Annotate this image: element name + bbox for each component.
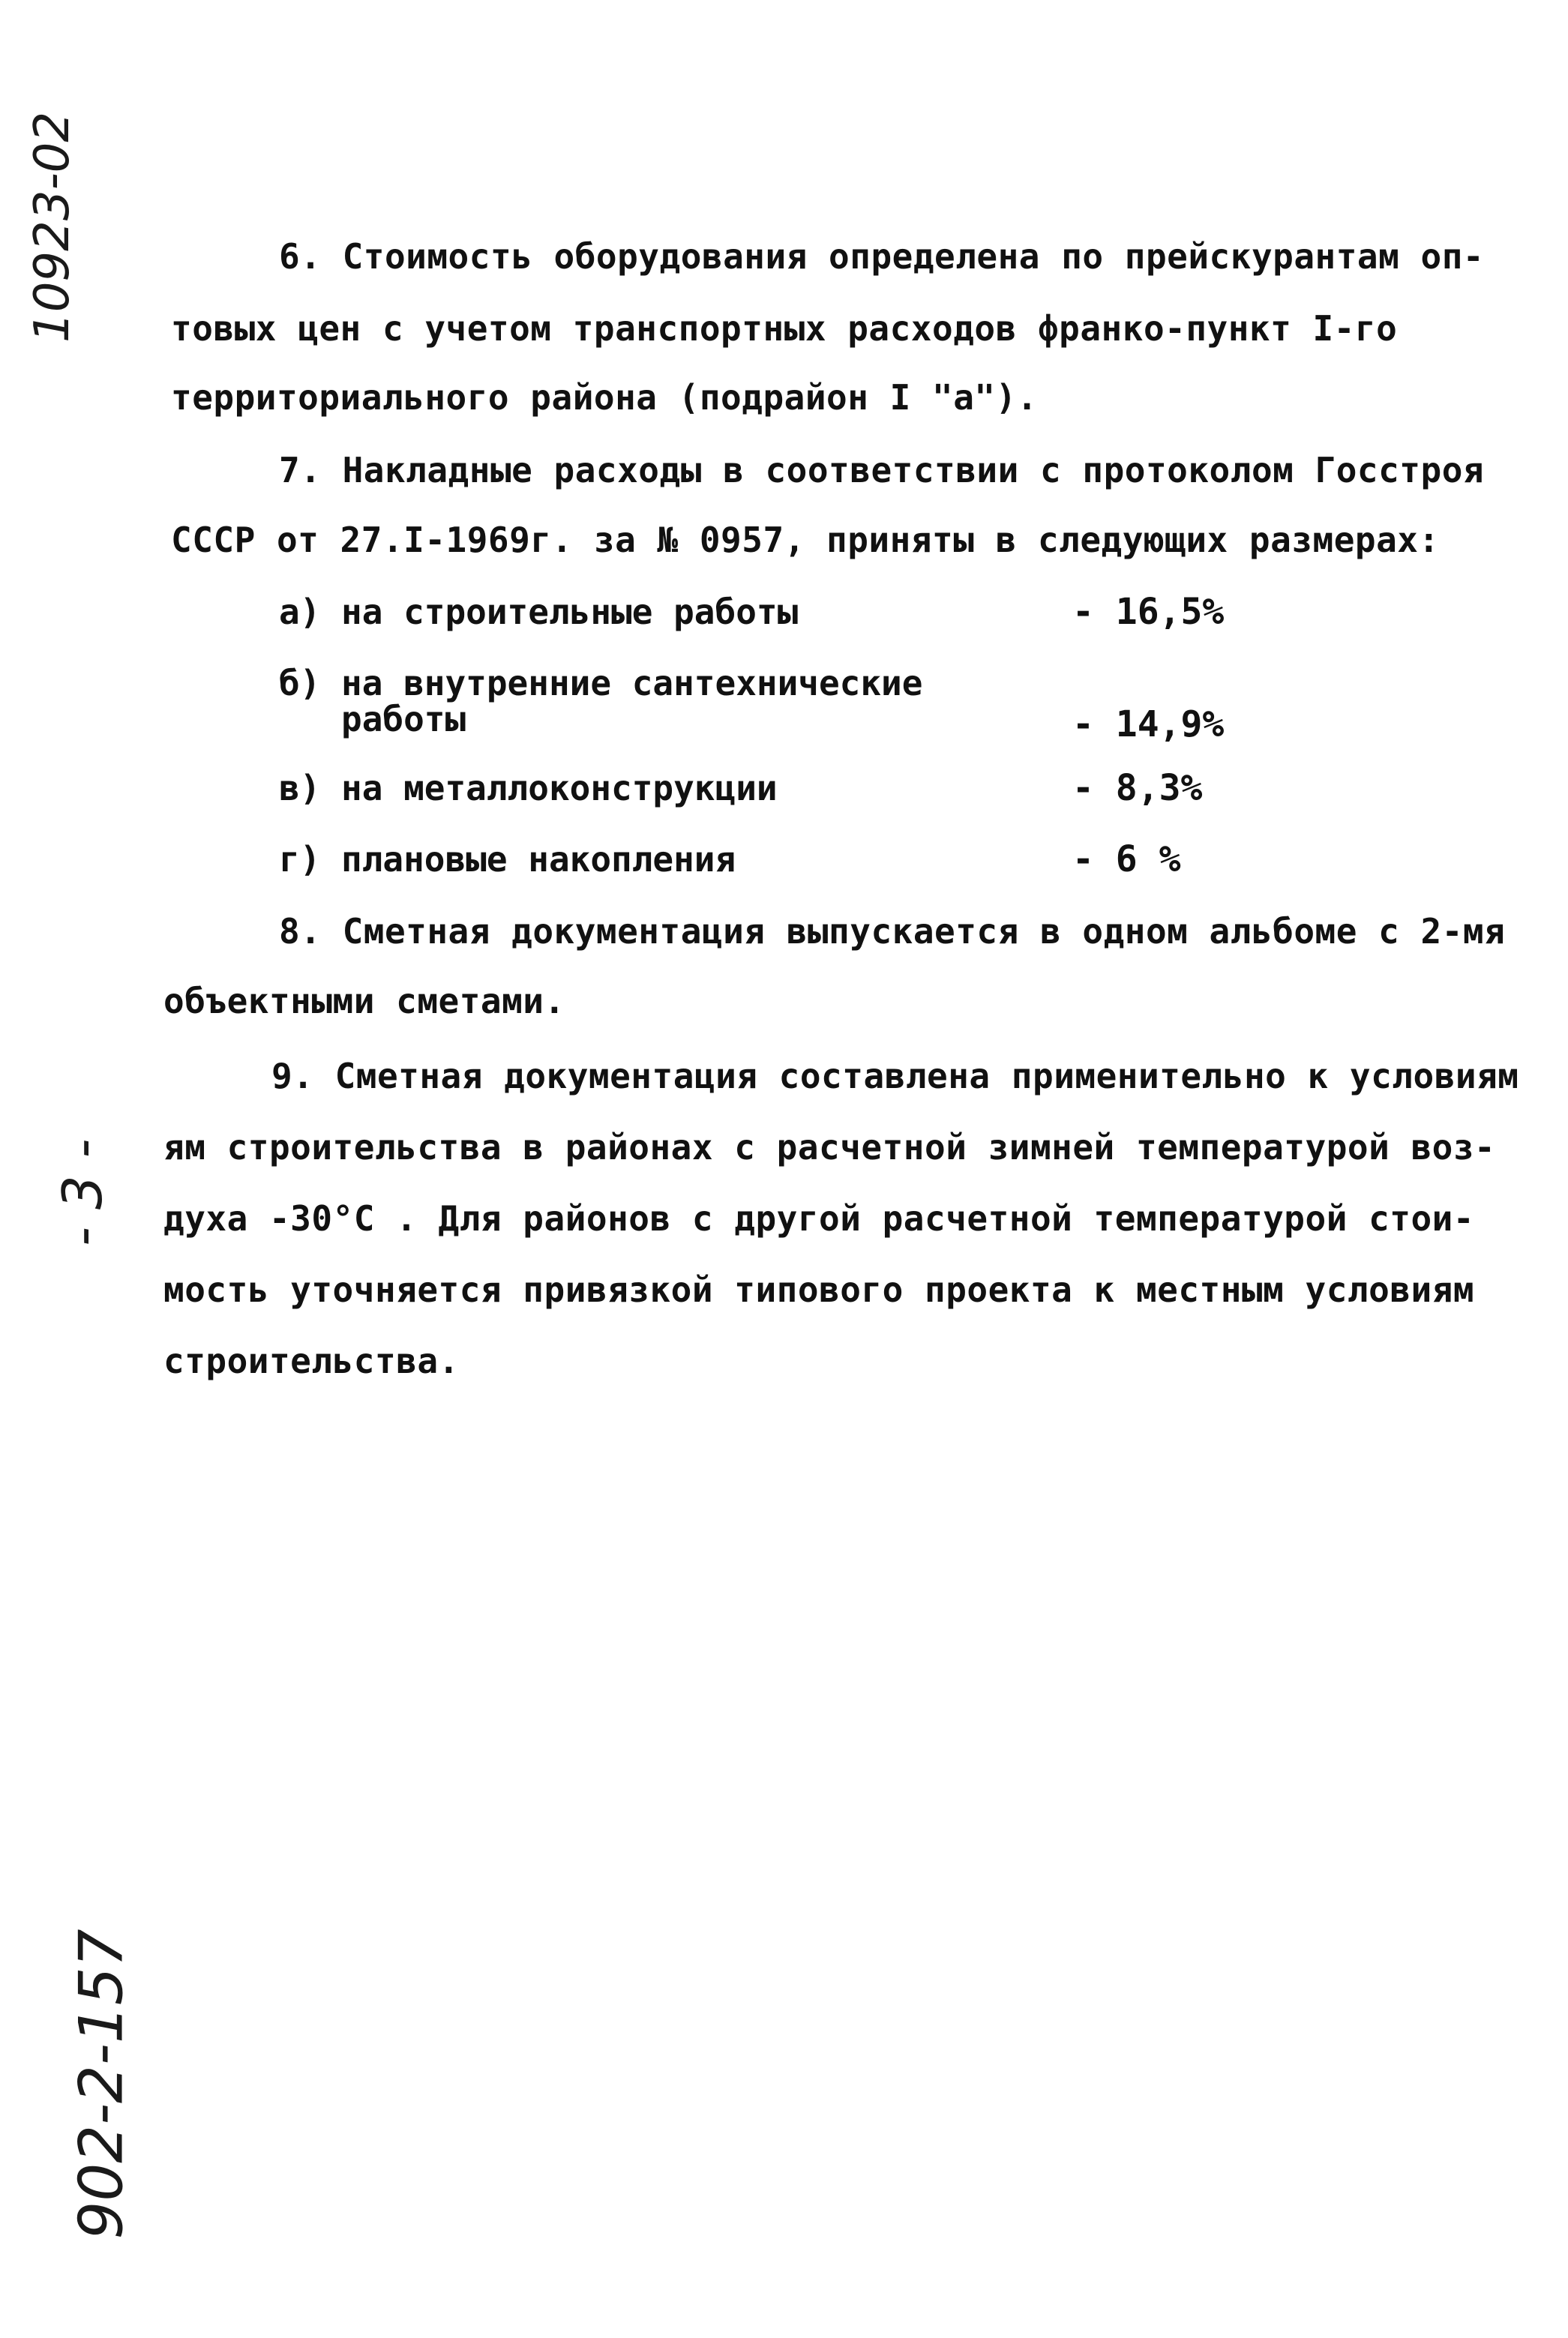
paragraph-9-line-4: мость уточняется привязкой типового проекта к местным условиям xyxy=(163,1269,1475,1310)
paragraph-6-line-1: 6. Стоимость оборудования определена по прейскурантам оп- xyxy=(279,236,1485,277)
paragraph-9-line-1: 9. Сметная документация составлена применительно к условиям xyxy=(271,1056,1519,1096)
paragraph-6-line-3: территориального района (подрайон I "а"). xyxy=(171,377,1038,418)
list-item-text: на внутренние сантехнические xyxy=(341,663,923,703)
list-item-value: - 6 % xyxy=(1072,838,1181,880)
paragraph-8-line-1: 8. Сметная документация выпускается в одном альбоме с 2-мя xyxy=(279,911,1506,952)
list-item-label: б) xyxy=(279,663,321,703)
page-number: - 3 - xyxy=(51,1138,114,1246)
list-item-label: а) xyxy=(279,592,321,632)
list-item-value: - 16,5% xyxy=(1072,591,1225,633)
paragraph-9-line-5: строительства. xyxy=(163,1341,460,1381)
list-item-label: г) xyxy=(279,839,321,880)
list-item-label: в) xyxy=(279,768,321,808)
list-item-text: на металлоконструкции xyxy=(341,768,778,808)
list-item-value: - 8,3% xyxy=(1072,767,1203,809)
handwritten-project-number: 902-2-157 xyxy=(66,1929,136,2240)
paragraph-8-line-2: объектными сметами. xyxy=(163,981,565,1021)
paragraph-9-line-2: ям строительства в районах с расчетной зимней температурой воз- xyxy=(163,1127,1496,1168)
paragraph-6-line-2: товых цен с учетом транспортных расходов франко-пункт I-го xyxy=(171,308,1398,349)
paragraph-7-line-2: СССР от 27.I-1969г. за № 0957, приняты в следующих размерах: xyxy=(171,520,1440,560)
list-item-text: на строительные работы xyxy=(341,592,799,632)
paragraph-9-line-3: духа -30°С . Для районов с другой расчетной температурой стои- xyxy=(163,1198,1475,1239)
list-item-text-continuation: работы xyxy=(341,699,466,739)
list-item-text: плановые накопления xyxy=(341,839,736,880)
paragraph-7-line-1: 7. Накладные расходы в соответствии с протоколом Госстроя xyxy=(279,450,1485,490)
list-item-value: - 14,9% xyxy=(1072,703,1225,745)
handwritten-doc-number: 10923-02 xyxy=(25,111,80,343)
